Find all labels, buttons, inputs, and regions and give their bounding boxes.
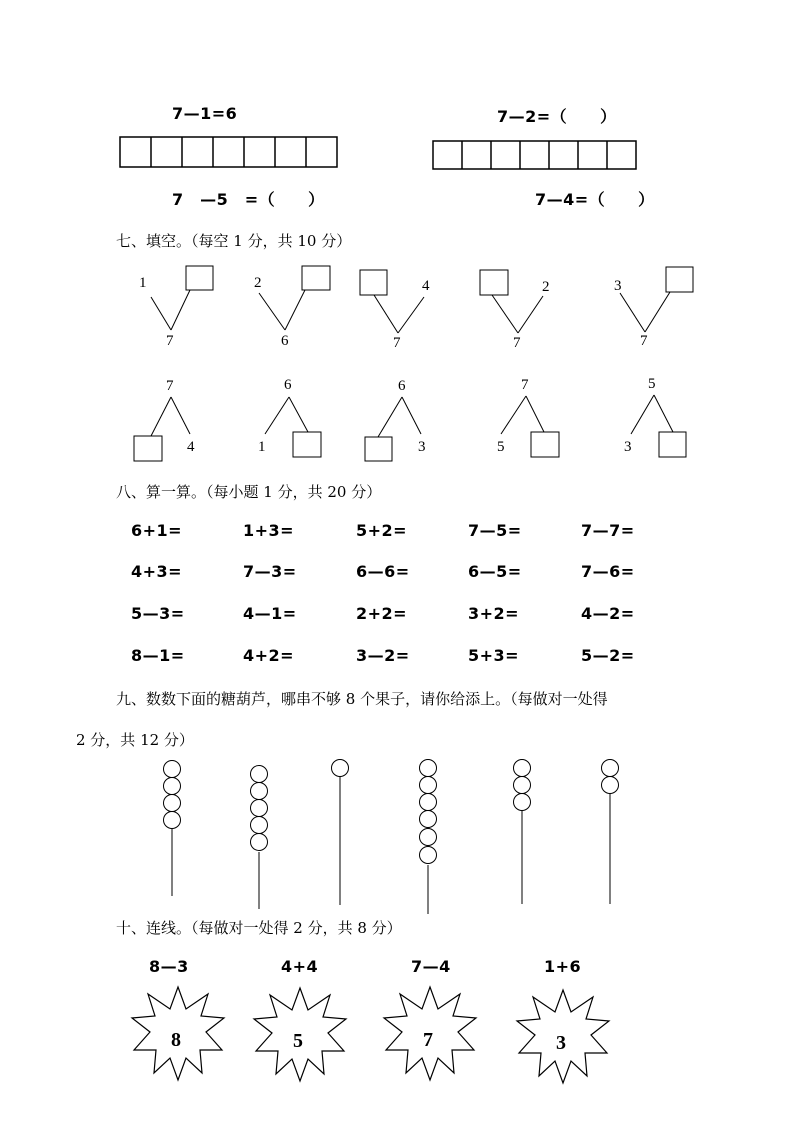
calc-item: 7—7= [581, 521, 635, 540]
bond9-top: 7 [521, 377, 529, 393]
bond5-left: 3 [614, 278, 622, 294]
bond7-left: 1 [258, 439, 266, 455]
calc-item: 4—2= [581, 604, 635, 623]
calc-item: 4+3= [131, 562, 183, 581]
calc-item: 2+2= [356, 604, 408, 623]
calc-item: 4—1= [243, 604, 297, 623]
bond8-right: 3 [418, 439, 426, 455]
section10-title: 十、连线。（每做对一处得 2 分，共 8 分） [116, 919, 402, 937]
section9-title-line1: 九、数数下面的糖葫芦，哪串不够 8 个果子，请你给添上。（每做对一处得 [116, 690, 608, 708]
bond6-right: 4 [187, 439, 195, 455]
bond7-top: 6 [284, 377, 292, 393]
calc-item: 7—5= [468, 521, 522, 540]
bond4-right: 2 [542, 279, 550, 295]
match-expression-2: 4+4 [281, 957, 319, 976]
calc-item: 5+3= [468, 646, 520, 665]
calc-item: 6+1= [131, 521, 183, 540]
bond1-bottom: 7 [166, 333, 174, 349]
bond3-right: 4 [422, 278, 430, 294]
match-expression-1: 8—3 [149, 957, 189, 976]
bond5-bottom: 7 [640, 333, 648, 349]
bond1-left: 1 [139, 275, 147, 291]
calc-item: 5+2= [356, 521, 408, 540]
bond10-top: 5 [648, 376, 656, 392]
bond2-left: 2 [254, 275, 262, 291]
eq-right-top: 7—2=（ ） [497, 107, 617, 126]
starburst-number-4: 3 [556, 1032, 566, 1054]
calc-item: 5—2= [581, 646, 635, 665]
eq-left-bottom: 7 —5 =（ ） [172, 190, 325, 209]
section8-title: 八、算一算。（每小题 1 分，共 20 分） [116, 483, 382, 501]
calc-item: 6—6= [356, 562, 410, 581]
calc-item: 8—1= [131, 646, 185, 665]
calc-item: 7—3= [243, 562, 297, 581]
bond6-top: 7 [166, 378, 174, 394]
match-expression-3: 7—4 [411, 957, 451, 976]
starburst-number-1: 8 [171, 1029, 181, 1051]
bond2-bottom: 6 [281, 333, 289, 349]
calc-item: 5—3= [131, 604, 185, 623]
calc-item: 4+2= [243, 646, 295, 665]
bond10-left: 3 [624, 439, 632, 455]
bond8-top: 6 [398, 378, 406, 394]
calc-item: 3—2= [356, 646, 410, 665]
match-expression-4: 1+6 [544, 957, 582, 976]
calc-item: 6—5= [468, 562, 522, 581]
calc-item: 3+2= [468, 604, 520, 623]
eq-left-top: 7—1=6 [172, 104, 238, 123]
calc-item: 7—6= [581, 562, 635, 581]
starburst-number-2: 5 [293, 1030, 303, 1052]
starburst-number-3: 7 [423, 1029, 433, 1051]
bond9-left: 5 [497, 439, 505, 455]
calc-item: 1+3= [243, 521, 295, 540]
section7-title: 七、填空。（每空 1 分，共 10 分） [116, 232, 352, 250]
section9-title-line2: 2 分，共 12 分） [76, 731, 194, 749]
eq-right-bottom: 7—4=（ ） [535, 190, 655, 209]
bond4-bottom: 7 [513, 335, 521, 351]
bond3-bottom: 7 [393, 335, 401, 351]
